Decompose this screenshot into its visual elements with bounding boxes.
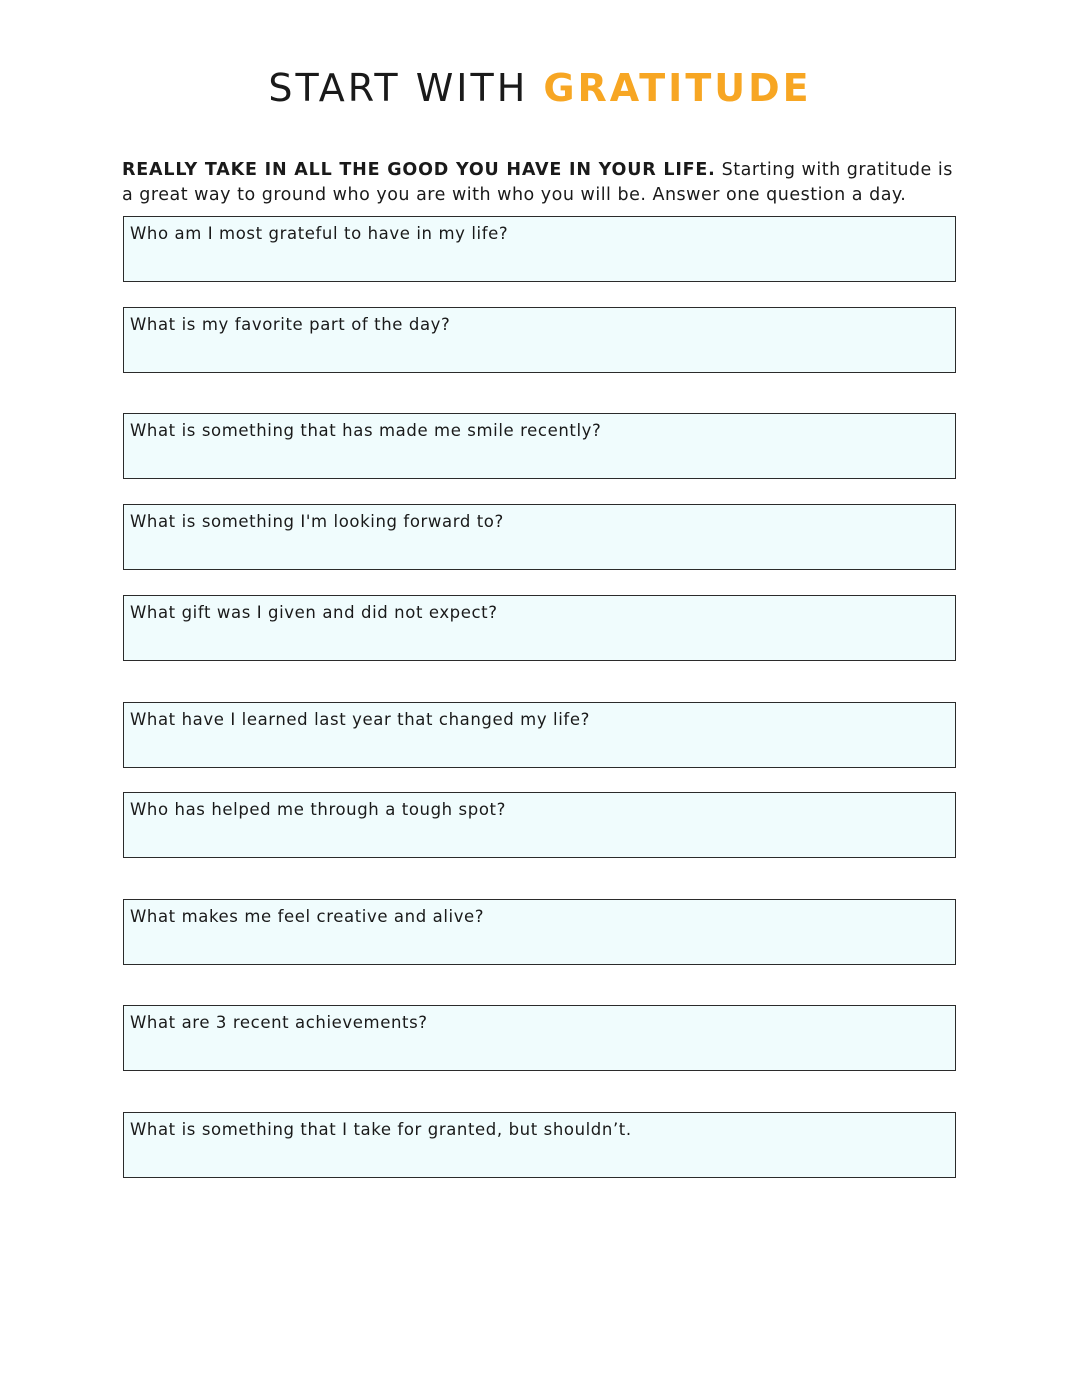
answer-box-7[interactable] bbox=[123, 792, 956, 858]
answer-box-5[interactable] bbox=[123, 595, 956, 661]
question-label-6: What have I learned last year that changed my life? bbox=[130, 710, 590, 729]
question-label-1: Who am I most grateful to have in my life? bbox=[130, 224, 509, 243]
title-plain: START WITH bbox=[268, 66, 544, 110]
question-label-4: What is something I'm looking forward to? bbox=[130, 512, 504, 531]
answer-box-10[interactable] bbox=[123, 1112, 956, 1178]
question-label-2: What is my favorite part of the day? bbox=[130, 315, 451, 334]
page-title bbox=[0, 64, 1080, 112]
question-label-7: Who has helped me through a tough spot? bbox=[130, 800, 506, 819]
question-label-9: What are 3 recent achievements? bbox=[130, 1013, 428, 1032]
question-label-8: What makes me feel creative and alive? bbox=[130, 907, 485, 926]
answer-box-4[interactable] bbox=[123, 504, 956, 570]
answer-box-1[interactable] bbox=[123, 216, 956, 282]
answer-box-2[interactable] bbox=[123, 307, 956, 373]
intro-paragraph bbox=[122, 158, 958, 208]
answer-box-6[interactable] bbox=[123, 702, 956, 768]
question-label-3: What is something that has made me smile recently? bbox=[130, 421, 602, 440]
question-label-10: What is something that I take for granted, but shouldn’t. bbox=[130, 1120, 632, 1139]
answer-box-9[interactable] bbox=[123, 1005, 956, 1071]
intro-text: Starting with gratitude is a great way to ground who you are with who you will be. Answer one question a day. bbox=[122, 160, 953, 205]
answer-box-8[interactable] bbox=[123, 899, 956, 965]
question-label-5: What gift was I given and did not expect? bbox=[130, 603, 498, 622]
answer-box-3[interactable] bbox=[123, 413, 956, 479]
intro-bold-lead: REALLY TAKE IN ALL THE GOOD YOU HAVE IN YOUR LIFE. bbox=[122, 160, 716, 180]
title-accent: GRATITUDE bbox=[543, 66, 812, 110]
